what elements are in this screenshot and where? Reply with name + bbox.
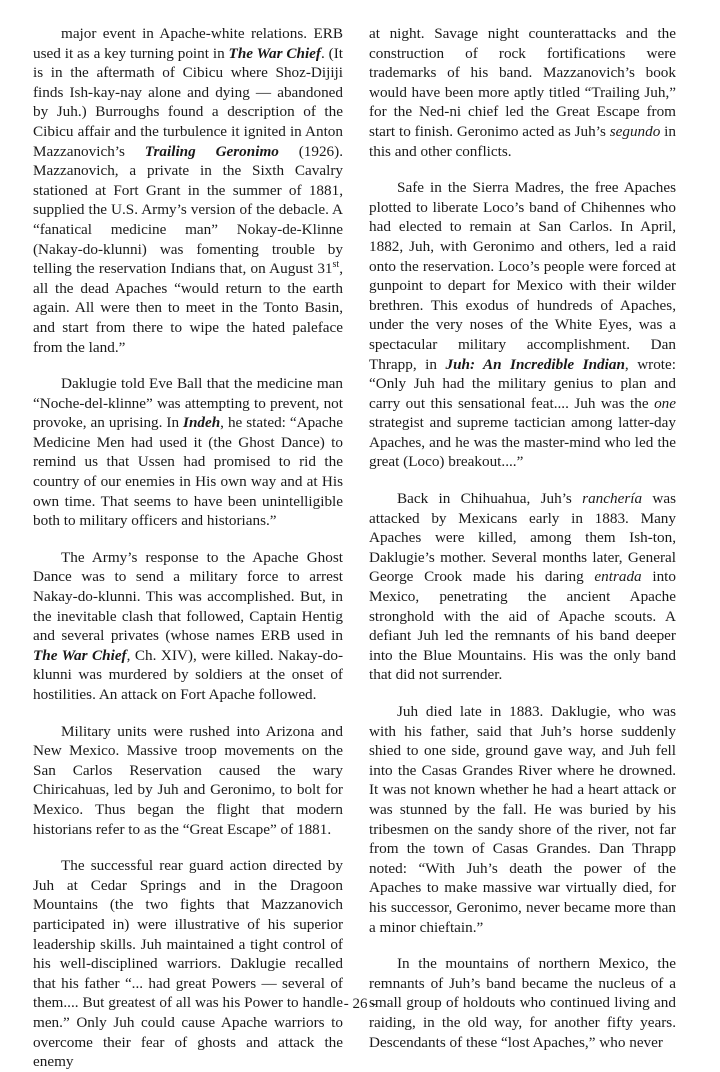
text-run: Daklugie told Eve Ball that the medicine man “Noche-del-klinne” was attempting to prevent, not provoke, an uprising. In: [33, 375, 343, 432]
paragraph: [369, 702, 676, 937]
text-run: Military units were rushed into Arizona and New Mexico. Massive troop movements on the San Carlos Reservation caused the wary Chiricahuas, led by Juh and Geronimo, to bolt for Mexico. Thus began the flight that modern historians refer to as the “Great Escape” of 1881.: [33, 722, 343, 838]
ordinal-suffix: st: [332, 259, 340, 271]
book-title: Juh: An Incredible Indian: [445, 355, 625, 373]
book-title: The War Chief: [33, 646, 127, 664]
text-run: strategist and supreme tactician among latter-day Apaches, and he was the master-mind who led the great (Loco) breakout....”: [369, 414, 676, 471]
paragraph: [33, 856, 343, 1072]
italic-term: entrada: [594, 568, 642, 586]
text-run: Juh died late in 1883. Daklugie, who was with his father, said that Juh’s horse suddenly shied to one side, ground gave way, and Juh fell into the Casas Grandes River where he drowned. It was not known whether he had a heart attack or was stunned by the fall. He was buried by his tribesmen on the sandy shore of the river, not far from the town of Casas Grandes. Dan Thrapp noted: “With Juh’s death the power of the Apaches to make massive war virtually died, for his successor, Geronimo, never became more than a minor chieftain.”: [369, 703, 676, 936]
text-run: , wrote: “Only Juh had the military genius to plan and carry out this sensational feat.... Juh was the: [369, 355, 676, 412]
book-title: Trailing Geronimo: [144, 142, 279, 160]
paragraph: [33, 374, 343, 531]
paragraph: [369, 489, 676, 685]
text-run: In the mountains of northern Mexico, the remnants of Juh’s band became the nucleus of a small group of holdouts who continued living and raiding, in the old way, for another fifty years. Descendants of these “lost Apaches,” who never: [369, 955, 676, 1051]
text-run: into Mexico, penetrating the ancient Apache stronghold with the aid of Apache scouts. A defiant Juh led the remnants of his band deeper into the Blue Mountains. His was the only band that did not surrender.: [369, 568, 676, 684]
paragraph: [369, 24, 676, 161]
italic-term: one: [654, 394, 676, 412]
paragraph: [33, 24, 343, 357]
text-run: (1926). Mazzanovich, a private in the Sixth Cavalry stationed at Fort Grant in the summer of 1881, supplied the U.S. Army’s version of the debacle. A “fanatical medicine man” Nokay-de-Klinne (Nakay-do-klunni) was fomenting trouble by telling the reservation Indians that, on August 31: [33, 142, 344, 278]
text-run: was attacked by Mexicans early in 1883. Many Apaches were killed, among them Ish-ton, Daklugie’s mother. Several months later, General George Crook made his daring: [369, 490, 677, 586]
book-title: Indeh: [183, 414, 221, 432]
book-title: The War Chief: [228, 44, 321, 62]
text-run: , all the dead Apaches “would return to the earth again. All were then to meet in the Tonto Basin, and start from there to wipe the hated paleface from the land.”: [33, 260, 343, 356]
page-number: - 26 -: [343, 996, 377, 1012]
text-run: The Army’s response to the Apache Ghost Dance was to send a military force to arrest Nakay-do-klunni. This was accomplished. But, in the inevitable clash that followed, Captain Hentig and several privates (whose names ERB used in: [33, 548, 343, 645]
text-run: in this and other conflicts.: [369, 122, 676, 160]
text-run: The successful rear guard action directed by Juh at Cedar Springs and in the Dragoon Mountains (the two fights that Mazzanovich participated in) were illustrative of his superior leadership skills. Juh maintained a tight control of his well-disciplined warriors. Daklugie recalled that his father “... had great Powers — several of them.... But greatest of all was his Power to handle men.” Only Juh could cause Apache warriors to overcome their fear of ghosts and attack the enemy: [33, 857, 343, 1071]
text-run: , Ch. XIV), were killed. Nakay-do-klunni was murdered by soldiers at the onset of hostilities. An attack on Fort Apache followed.: [33, 646, 343, 703]
paragraph: [33, 722, 343, 840]
text-run: , he stated: “Apache Medicine Men had used it (the Ghost Dance) to remind us that Ussen had promised to rid the country of our enemies in His own way and at His own time. That seems to have been unintelligible both to military officers and historians.”: [33, 414, 343, 530]
left-column: [33, 24, 343, 1072]
text-run: . (It is in the aftermath of Cibicu where Shoz-Dijiji finds Ish-kay-nay alone and dying — abandoned by Juh.) Burroughs found a description of the Cibicu affair and the turbulence it ignited in Anton Mazzanovich’s: [33, 44, 343, 160]
italic-term: segundo: [609, 122, 661, 140]
paragraph: [369, 178, 676, 472]
italic-term: ranchería: [582, 490, 643, 508]
text-run: at night. Savage night counterattacks and the construction of rock fortifications were trademarks of his band. Mazzanovich’s book would have been more aptly titled “Trailing Juh,” for the Ned-ni chief led the Great Escape from start to finish. Geronimo acted as Juh’s: [369, 25, 676, 140]
right-column: [369, 24, 676, 1052]
text-run: Back in Chihuahua, Juh’s: [397, 490, 583, 508]
paragraph: [33, 548, 343, 705]
text-run: Safe in the Sierra Madres, the free Apaches plotted to liberate Loco’s band of Chihennes who had elected to remain at San Carlos. In April, 1882, Juh, with Geronimo and others, led a raid onto the reservation. Loco’s people were forced at gunpoint to depart for Mexico with their wilder brethren. This exodus of hundreds of Apaches, under the very noses of the White Eyes, was a spectacular military accomplishment. Dan Thrapp, in: [369, 179, 676, 373]
text-run: major event in Apache-white relations. ERB used it as a key turning point in: [33, 25, 343, 62]
